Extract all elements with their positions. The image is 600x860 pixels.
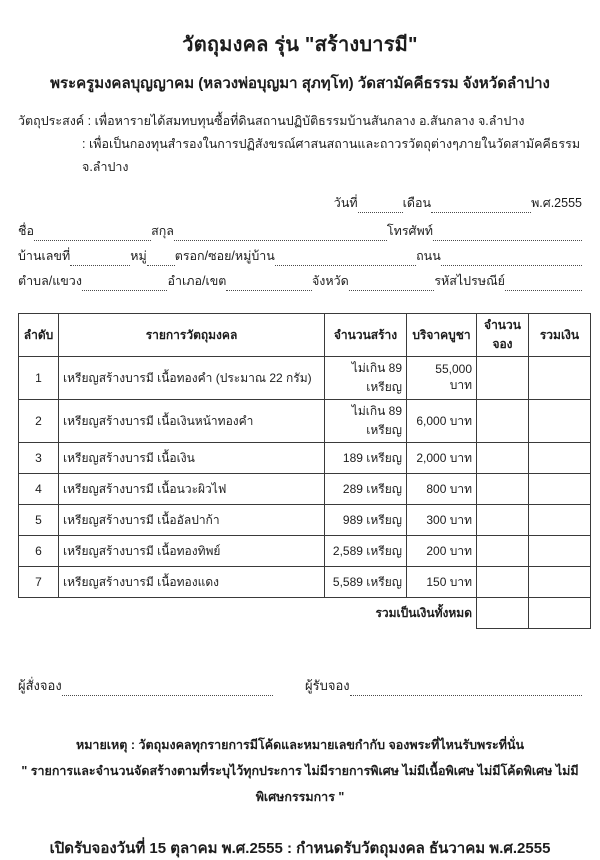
date-month-label: เดือน (402, 196, 432, 210)
phone-label: โทรศัพท์ (386, 224, 433, 238)
grand-total-reserve-cell[interactable] (477, 598, 529, 629)
receiver-label: ผู้รับจอง (305, 678, 350, 693)
reserve-qty-cell[interactable] (477, 474, 529, 505)
table-row (19, 443, 591, 474)
page-subtitle: พระครูมงคลบุญญาคม (หลวงพ่อบุญมา สุภทฺโท) วัดสามัคคีธรรม จังหวัดลำปาง (50, 75, 550, 92)
province-field[interactable] (349, 277, 435, 291)
amulet-order-table (18, 313, 591, 629)
item-cell: เหรียญสร้างบารมี เนื้ออัลปาก้า (59, 505, 325, 536)
no-cell: 1 (19, 357, 59, 400)
table-header-row (19, 314, 591, 357)
notes-section (18, 732, 582, 810)
qty-cell: 189 เหรียญ (325, 443, 407, 474)
reserve-qty-cell[interactable] (477, 400, 529, 443)
orderer-label: ผู้สั่งจอง (18, 678, 62, 693)
name-field[interactable] (34, 227, 151, 241)
date-line (18, 193, 582, 213)
price-cell: 300 บาท (407, 505, 477, 536)
date-day-field[interactable] (358, 199, 403, 213)
note-line-2: " รายการและจำนวนจัดสร้างตามที่ระบุไว้ทุกประการ ไม่มีรายการพิเศษ ไม่มีเนื้อพิเศษ ไม่มีโค้ดพิเศษ ไม่มีพิเศษกรรมการ " (21, 764, 579, 804)
grand-total-row (19, 598, 591, 629)
grand-total-sum-cell[interactable] (529, 598, 591, 629)
price-cell: 55,000 บาท (407, 357, 477, 400)
header-no: ลำดับ (19, 314, 59, 357)
soi-label: ตรอก/ซอย/หมู่บ้าน (174, 249, 275, 263)
purpose-line-1: วัตถุประสงค์ : เพื่อหารายได้สมทบทุนซื้อที่ดินสถานปฏิบัติธรรมบ้านสันกลาง อ.สันกลาง จ.ลำปาง (18, 114, 525, 128)
price-cell: 6,000 บาท (407, 400, 477, 443)
date-year-label: พ.ศ.2555 (531, 196, 582, 210)
table-row (19, 505, 591, 536)
row-total-cell[interactable] (529, 567, 591, 598)
province-label: จังหวัด (311, 274, 349, 288)
qty-cell: 5,589 เหรียญ (325, 567, 407, 598)
no-cell: 6 (19, 536, 59, 567)
header-reserve: จำนวนจอง (477, 314, 529, 357)
surname-label: สกุล (151, 224, 174, 238)
item-cell: เหรียญสร้างบารมี เนื้อเงิน (59, 443, 325, 474)
header-qty: จำนวนสร้าง (325, 314, 407, 357)
row-total-cell[interactable] (529, 474, 591, 505)
reserve-qty-cell[interactable] (477, 505, 529, 536)
price-cell: 200 บาท (407, 536, 477, 567)
row-total-cell[interactable] (529, 400, 591, 443)
no-cell: 4 (19, 474, 59, 505)
date-day-label: วันที่ (333, 196, 358, 210)
phone-field[interactable] (433, 227, 582, 241)
reserve-qty-cell[interactable] (477, 567, 529, 598)
address-line-2 (18, 266, 582, 291)
reserve-qty-cell[interactable] (477, 536, 529, 567)
qty-cell: 2,589 เหรียญ (325, 536, 407, 567)
table-row (19, 567, 591, 598)
qty-cell: 289 เหรียญ (325, 474, 407, 505)
name-line (18, 216, 582, 241)
road-field[interactable] (441, 252, 582, 266)
item-cell: เหรียญสร้างบารมี เนื้อทองคำ (ประมาณ 22 กรัม) (59, 357, 325, 400)
row-total-cell[interactable] (529, 505, 591, 536)
moo-label: หมู่ (130, 249, 147, 263)
date-month-field[interactable] (431, 199, 531, 213)
postcode-label: รหัสไปรษณีย์ (434, 274, 505, 288)
contact-form (18, 216, 582, 291)
road-label: ถนน (416, 249, 441, 263)
receiver-signature-field[interactable] (350, 682, 582, 696)
address-line-1 (18, 241, 582, 266)
no-cell: 2 (19, 400, 59, 443)
qty-cell: 989 เหรียญ (325, 505, 407, 536)
signature-section (18, 675, 582, 696)
note-line-1: หมายเหตุ : วัตถุมงคลทุกรายการมีโค้ดและหมายเลขกำกับ จองพระที่ไหนรับพระที่นั่น (75, 738, 525, 752)
table-row (19, 474, 591, 505)
house-no-label: บ้านเลขที่ (18, 249, 71, 263)
grand-total-label: รวมเป็นเงินทั้งหมด (375, 605, 472, 620)
district-field[interactable] (226, 277, 312, 291)
orderer-signature (18, 675, 273, 696)
moo-field[interactable] (147, 252, 175, 266)
surname-field[interactable] (174, 227, 387, 241)
price-cell: 150 บาท (407, 567, 477, 598)
reserve-qty-cell[interactable] (477, 443, 529, 474)
row-total-cell[interactable] (529, 536, 591, 567)
name-label: ชื่อ (18, 224, 34, 238)
postcode-field[interactable] (505, 277, 582, 291)
reserve-qty-cell[interactable] (477, 357, 529, 400)
header-price: บริจาคบูชา (407, 314, 477, 357)
purpose-line-2: : เพื่อเป็นกองทุนสำรองในการปฏิสังขรณ์ศาสนสถานและถาวรวัตถุต่างๆภายในวัดสามัคคีธรรม จ.ลำปาง (82, 137, 581, 174)
qty-cell: ไม่เกิน 89 เหรียญ (325, 357, 407, 400)
no-cell: 7 (19, 567, 59, 598)
subdistrict-label: ตำบล/แขวง (18, 274, 82, 288)
subdistrict-field[interactable] (82, 277, 168, 291)
footer-schedule: เปิดรับจองวันที่ 15 ตุลาคม พ.ศ.2555 : กำหนดรับวัตถุมงคล ธันวาคม พ.ศ.2555 (49, 840, 551, 857)
qty-cell: ไม่เกิน 89 เหรียญ (325, 400, 407, 443)
soi-field[interactable] (275, 252, 416, 266)
district-label: อำเภอ/เขต (167, 274, 227, 288)
item-cell: เหรียญสร้างบารมี เนื้อทองทิพย์ (59, 536, 325, 567)
orderer-signature-field[interactable] (62, 682, 273, 696)
item-cell: เหรียญสร้างบารมี เนื้อทองแดง (59, 567, 325, 598)
receiver-signature (305, 675, 582, 696)
price-cell: 2,000 บาท (407, 443, 477, 474)
table-row (19, 400, 591, 443)
row-total-cell[interactable] (529, 443, 591, 474)
item-cell: เหรียญสร้างบารมี เนื้อเงินหน้าทองคำ (59, 400, 325, 443)
purpose-section (18, 110, 582, 179)
header-item: รายการวัตถุมงคล (59, 314, 325, 357)
no-cell: 3 (19, 443, 59, 474)
table-row (19, 536, 591, 567)
house-no-field[interactable] (70, 252, 130, 266)
page-title: วัตถุมงคล รุ่น "สร้างบารมี" (182, 34, 418, 56)
item-cell: เหรียญสร้างบารมี เนื้อนวะผิวไฟ (59, 474, 325, 505)
row-total-cell[interactable] (529, 357, 591, 400)
header-sum: รวมเงิน (529, 314, 591, 357)
price-cell: 800 บาท (407, 474, 477, 505)
no-cell: 5 (19, 505, 59, 536)
table-row (19, 357, 591, 400)
